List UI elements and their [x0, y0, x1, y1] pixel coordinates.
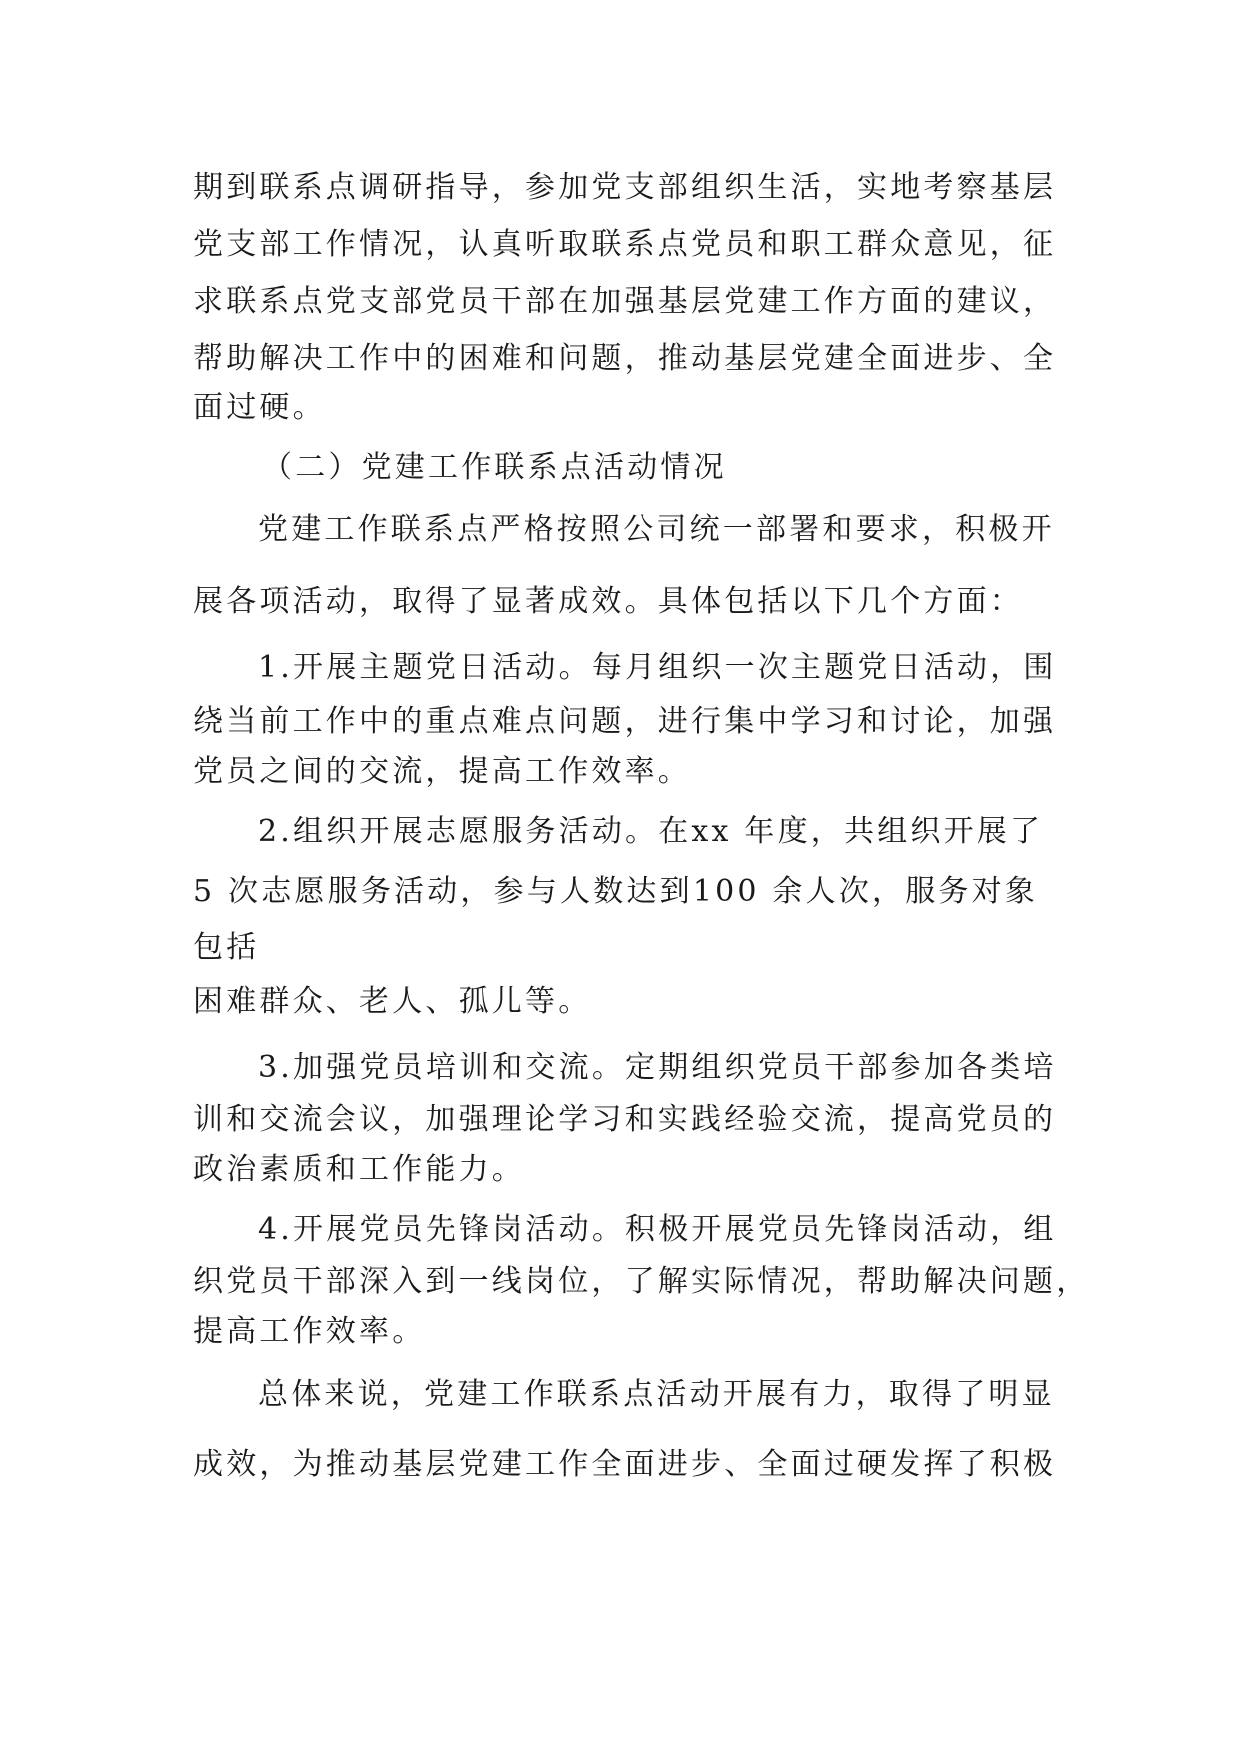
text-line: 求联系点党支部党员干部在加强基层党建工作方面的建议， [193, 284, 1057, 319]
text-line: 政治素质和工作能力。 [193, 1152, 525, 1187]
text-line: 党支部工作情况，认真听取联系点党员和职工群众意见，征 [193, 227, 1057, 262]
text-line: 党员之间的交流，提高工作效率。 [193, 754, 691, 789]
text-line: 5 次志愿服务活动，参与人数达到100 余人次，服务对象 [193, 874, 1039, 909]
list-item: 2.组织开展志愿服务活动。在xx 年度，共组织开展了 [258, 814, 1044, 849]
text-line: 展各项活动，取得了显著成效。具体包括以下几个方面： [193, 584, 1023, 619]
text-line: 绕当前工作中的重点难点问题，进行集中学习和讨论，加强 [193, 704, 1057, 739]
text-line: 期到联系点调研指导，参加党支部组织生活，实地考察基层 [193, 170, 1057, 205]
text-line: 成效，为推动基层党建工作全面进步、全面过硬发挥了积极 [193, 1447, 1057, 1482]
text-line: 困难群众、老人、孤儿等。 [193, 984, 592, 1019]
text-line: 提高工作效率。 [193, 1314, 426, 1349]
section-heading: （二）党建工作联系点活动情况 [262, 450, 727, 485]
text-line: 帮助解决工作中的困难和问题，推动基层党建全面进步、全 [193, 341, 1057, 376]
text-line: 包括 [193, 930, 260, 965]
text-line: 训和交流会议，加强理论学习和实践经验交流，提高党员的 [193, 1102, 1057, 1137]
list-item: 4.开展党员先锋岗活动。积极开展党员先锋岗活动，组 [258, 1212, 1057, 1247]
text-line: 总体来说，党建工作联系点活动开展有力，取得了明显 [258, 1377, 1055, 1412]
text-line: 党建工作联系点严格按照公司统一部署和要求，积极开 [258, 512, 1055, 547]
list-item: 3.加强党员培训和交流。定期组织党员干部参加各类培 [258, 1050, 1057, 1085]
text-line: 织党员干部深入到一线岗位，了解实际情况，帮助解决问题， [193, 1264, 1090, 1299]
list-item: 1.开展主题党日活动。每月组织一次主题党日活动，围 [258, 650, 1057, 685]
text-line: 面过硬。 [193, 390, 326, 425]
